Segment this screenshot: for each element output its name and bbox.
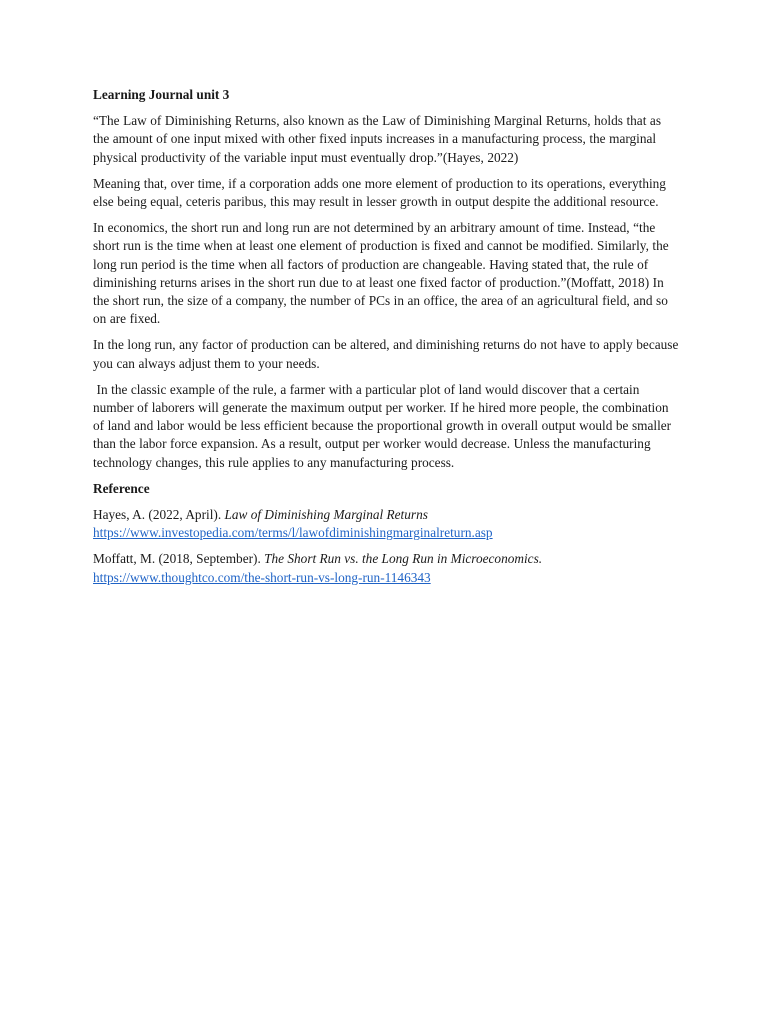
document-title: Learning Journal unit 3 [93,87,230,102]
reference-entry-hayes [93,506,679,542]
reference-link-moffatt[interactable]: https://www.thoughtco.com/the-short-run-vs-long-run-1146343 [93,569,431,585]
paragraph-classic-example: In the classic example of the rule, a farmer with a particular plot of land would discover that a certain number of laborers will generate the maximum output per worker. If he hired more people, the combination of land and labor would be less efficient because the proportional growth in overall output would be smaller than the labor force expansion. As a result, output per worker would decrease. Unless the manufacturing technology changes, this rule applies to any manufacturing process. [93,381,675,470]
paragraph-short-long-run: In economics, the short run and long run are not determined by an arbitrary amount of time. Instead, “the short run is the time when at least one element of production is fixed and cannot be modified. Similarly, the long run period is the time when all factors of production are changeable. Having stated that, the rule of diminishing returns arises in the short run due to at least one fixed factor of production.”(Moffatt, 2018) In the short run, the size of a company, the number of PCs in an office, the area of an agricultural field, and so on are fixed. [93,220,669,327]
reference-heading: Reference [93,480,150,496]
reference-author-date: Hayes, A. (2022, April). [93,507,225,523]
paragraph-meaning: Meaning that, over time, if a corporation adds one more element of production to its operations, everything else being equal, ceteris paribus, this may result in lesser growth in output despite the additional resource. [93,175,666,210]
document-body [93,86,679,595]
reference-title: Law of Diminishing Marginal Returns [224,507,428,523]
reference-title: The Short Run vs. the Long Run in Microeconomics. [264,551,543,567]
reference-link-hayes[interactable]: https://www.investopedia.com/terms/l/lawofdiminishingmarginalreturn.asp [93,525,493,541]
reference-author-date: Moffatt, M. (2018, September). [93,551,265,567]
reference-entry-moffatt [93,550,679,586]
paragraph-definition: “The Law of Diminishing Returns, also known as the Law of Diminishing Marginal Returns, holds that as the amount of one input mixed with other fixed inputs increases in a manufacturing process, the marginal physical productivity of the variable input must eventually drop.”(Hayes, 2022) [93,113,661,165]
paragraph-long-run: In the long run, any factor of production can be altered, and diminishing returns do not have to apply because you can always adjust them to your needs. [93,337,679,371]
